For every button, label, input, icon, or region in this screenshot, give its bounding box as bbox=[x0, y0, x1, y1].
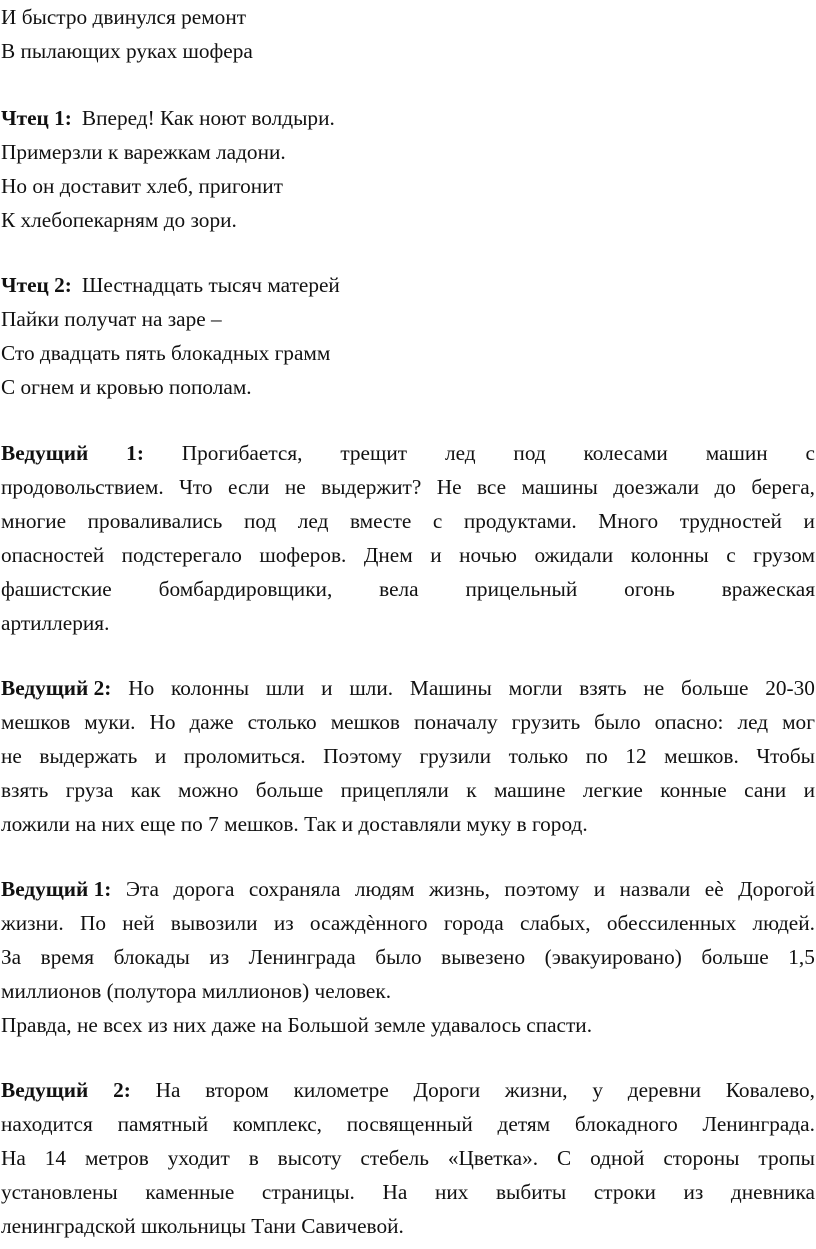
word: мешков. bbox=[664, 744, 739, 768]
word: Чтобы bbox=[756, 744, 815, 768]
paragraph-line: артиллерия. bbox=[1, 611, 110, 635]
word: бомбардировщики, bbox=[158, 577, 333, 601]
word: каменные bbox=[145, 1180, 235, 1204]
word: «Цветка». bbox=[447, 1146, 539, 1170]
word: Но bbox=[128, 676, 155, 700]
word: было bbox=[594, 710, 641, 734]
word: не bbox=[1, 744, 22, 768]
word: колесами bbox=[583, 441, 668, 465]
paragraph-line bbox=[1, 671, 815, 705]
word: ней bbox=[122, 911, 155, 935]
word: грузить bbox=[511, 710, 581, 734]
word: выбиты bbox=[496, 1180, 567, 1204]
word: шли bbox=[265, 676, 305, 700]
paragraph-line bbox=[1, 1175, 815, 1209]
word: время bbox=[40, 945, 95, 969]
paragraph-line: ложили на них еще по 7 мешков. Так и доставляли муку в город. bbox=[1, 812, 588, 836]
poem-line: И быстро двинулся ремонт bbox=[1, 5, 247, 29]
word: них bbox=[434, 1180, 469, 1204]
word: Но bbox=[149, 710, 176, 734]
word: трудностей bbox=[679, 509, 782, 533]
word: находится bbox=[1, 1112, 93, 1136]
word: столько bbox=[247, 710, 317, 734]
word: города bbox=[443, 911, 504, 935]
word: С bbox=[556, 1146, 572, 1170]
poem-line bbox=[1, 101, 815, 135]
word: мешков bbox=[330, 710, 400, 734]
word: к bbox=[466, 778, 477, 802]
paragraph-line bbox=[1, 470, 815, 504]
word: и bbox=[154, 744, 167, 768]
word: За bbox=[1, 945, 22, 969]
poem-line: В пылающих руках шофера bbox=[1, 39, 253, 63]
word: берега, bbox=[751, 475, 815, 499]
word: Много bbox=[598, 509, 659, 533]
word: из bbox=[683, 1180, 704, 1204]
word: муки. bbox=[84, 710, 136, 734]
word: еѐ bbox=[704, 877, 724, 901]
word: не bbox=[643, 676, 665, 700]
paragraph-line bbox=[1, 906, 815, 940]
word: Эта bbox=[125, 877, 159, 901]
paragraph-line bbox=[1, 773, 815, 807]
poem-line: С огнем и кровью пополам. bbox=[1, 375, 252, 399]
word: не bbox=[284, 475, 306, 499]
word: ожидали bbox=[534, 543, 614, 567]
word: поэтому bbox=[504, 877, 580, 901]
word: уходит bbox=[167, 1146, 230, 1170]
word: грузили bbox=[419, 744, 492, 768]
word: как bbox=[130, 778, 161, 802]
paragraph-line bbox=[1, 1073, 815, 1107]
word: страницы. bbox=[261, 1180, 355, 1204]
word: с bbox=[805, 441, 815, 465]
word: вывезено bbox=[441, 945, 526, 969]
word: и bbox=[321, 676, 333, 700]
word: продовольствием. bbox=[1, 475, 164, 499]
word: 12 bbox=[625, 744, 647, 768]
paragraph-line bbox=[1, 1107, 815, 1141]
word: фашистские bbox=[1, 577, 112, 601]
word: колонны bbox=[171, 676, 250, 700]
word: жизни, bbox=[504, 1078, 568, 1102]
word: груза bbox=[65, 778, 114, 802]
word: одной bbox=[590, 1146, 645, 1170]
word: и bbox=[803, 778, 815, 802]
word: ночью bbox=[459, 543, 517, 567]
word: Дорогой bbox=[738, 877, 815, 901]
word: дневника bbox=[730, 1180, 815, 1204]
word: километре bbox=[293, 1078, 389, 1102]
poem-line bbox=[1, 268, 815, 302]
word: деревни bbox=[627, 1078, 702, 1102]
paragraph-line bbox=[1, 436, 815, 470]
word: больше bbox=[681, 676, 749, 700]
poem-text: Вперед! Как ноют волдыри. bbox=[81, 106, 335, 130]
poem-line: Примерзли к варежкам ладони. bbox=[1, 140, 286, 164]
word: людей. bbox=[752, 911, 815, 935]
word: Поэтому bbox=[323, 744, 402, 768]
speaker-label: Ведущий 1: bbox=[1, 877, 112, 901]
speaker-label: 1: bbox=[126, 441, 144, 465]
word: под bbox=[243, 509, 277, 533]
speaker-label: Ведущий bbox=[1, 1078, 89, 1102]
word: слабых, bbox=[519, 911, 591, 935]
word: осаждѐнного bbox=[309, 911, 428, 935]
word: с bbox=[726, 543, 736, 567]
poem-line: Пайки получат на заре – bbox=[1, 307, 222, 331]
word: у bbox=[592, 1078, 603, 1102]
word: Машины bbox=[409, 676, 492, 700]
word: было bbox=[375, 945, 422, 969]
word: и bbox=[430, 543, 442, 567]
word: трещит bbox=[340, 441, 408, 465]
word: взять bbox=[1, 778, 49, 802]
word: в bbox=[248, 1146, 259, 1170]
word: прицельный bbox=[465, 577, 578, 601]
word: лед bbox=[737, 710, 769, 734]
word: блокадного bbox=[574, 1112, 678, 1136]
word: и bbox=[593, 877, 606, 901]
word: выдержать bbox=[39, 744, 138, 768]
word: вместе bbox=[349, 509, 412, 533]
word: грузом bbox=[753, 543, 815, 567]
word: жизни. bbox=[1, 911, 64, 935]
word: сани bbox=[744, 778, 787, 802]
paragraph-line bbox=[1, 940, 815, 974]
word: до bbox=[714, 475, 736, 499]
paragraph-line: миллионов (полутора миллионов) человек. bbox=[1, 979, 392, 1003]
word: вывозили bbox=[170, 911, 258, 935]
paragraph-line: Правда, не всех из них даже на Большой земле удавалось спасти. bbox=[1, 1013, 593, 1037]
word: шоферов. bbox=[259, 543, 347, 567]
word: вражеская bbox=[721, 577, 815, 601]
word: могли bbox=[508, 676, 563, 700]
word: все bbox=[476, 475, 507, 499]
word: проломиться. bbox=[183, 744, 306, 768]
word: Ленинграда bbox=[248, 945, 356, 969]
word: памятный bbox=[117, 1112, 209, 1136]
word: стебель bbox=[360, 1146, 429, 1170]
word: шли. bbox=[349, 676, 394, 700]
word: огонь bbox=[624, 577, 675, 601]
word: стороны bbox=[663, 1146, 740, 1170]
speaker-label: Чтец 1: bbox=[1, 106, 72, 130]
speaker-label: 2: bbox=[113, 1078, 131, 1102]
poem-line: К хлебопекарням до зори. bbox=[1, 208, 237, 232]
word: опасно: bbox=[654, 710, 724, 734]
word: больше bbox=[701, 945, 769, 969]
speaker-label: Ведущий bbox=[1, 441, 89, 465]
word: подстерегало bbox=[121, 543, 242, 567]
word: тропы bbox=[758, 1146, 815, 1170]
word: сохраняла bbox=[248, 877, 341, 901]
word: по bbox=[585, 744, 608, 768]
word: машине bbox=[493, 778, 566, 802]
word: детям bbox=[497, 1112, 551, 1136]
word: доезжали bbox=[613, 475, 700, 499]
word: блокады bbox=[113, 945, 190, 969]
paragraph-line bbox=[1, 504, 815, 538]
speaker-label: Ведущий 2: bbox=[1, 676, 112, 700]
word: 20-30 bbox=[765, 676, 815, 700]
word: дорога bbox=[173, 877, 235, 901]
word: людям bbox=[354, 877, 415, 901]
word: Ковалево, bbox=[725, 1078, 815, 1102]
word: колонны bbox=[630, 543, 709, 567]
word: многие bbox=[1, 509, 67, 533]
paragraph-line bbox=[1, 1141, 815, 1175]
word: с bbox=[432, 509, 443, 533]
word: установлены bbox=[1, 1180, 118, 1204]
word: проваливались bbox=[87, 509, 223, 533]
word: вела bbox=[379, 577, 419, 601]
word: машин bbox=[705, 441, 768, 465]
paragraph-line: ленинградской школьницы Тани Савичевой. bbox=[1, 1214, 404, 1238]
word: прицепляли bbox=[340, 778, 449, 802]
word: строки bbox=[593, 1180, 656, 1204]
word: обессиленных bbox=[606, 911, 737, 935]
poem-text: Шестнадцать тысяч матерей bbox=[81, 273, 340, 297]
paragraph-line bbox=[1, 538, 815, 572]
poem-line: Сто двадцать пять блокадных грамм bbox=[1, 341, 331, 365]
word: высоту bbox=[277, 1146, 342, 1170]
speaker-label: Чтец 2: bbox=[1, 273, 72, 297]
word: метров bbox=[84, 1146, 149, 1170]
word: Днем bbox=[363, 543, 413, 567]
word: можно bbox=[178, 778, 239, 802]
word: 1,5 bbox=[788, 945, 815, 969]
word: под bbox=[513, 441, 546, 465]
word: 14 bbox=[44, 1146, 67, 1170]
word: На bbox=[382, 1180, 408, 1204]
paragraph-line bbox=[1, 572, 815, 606]
word: назвали bbox=[619, 877, 691, 901]
word: На bbox=[1, 1146, 26, 1170]
word: даже bbox=[189, 710, 234, 734]
word: продуктами. bbox=[463, 509, 577, 533]
word: конные bbox=[660, 778, 727, 802]
paragraph-line bbox=[1, 739, 815, 773]
word: из bbox=[209, 945, 230, 969]
word: поначалу bbox=[413, 710, 498, 734]
word: и bbox=[803, 509, 815, 533]
word: посвященный bbox=[346, 1112, 473, 1136]
word: Не bbox=[436, 475, 462, 499]
word: лед bbox=[444, 441, 476, 465]
paragraph-line bbox=[1, 705, 815, 739]
word: По bbox=[79, 911, 106, 935]
word: Ленинграда. bbox=[702, 1112, 815, 1136]
word: взять bbox=[579, 676, 627, 700]
word: только bbox=[508, 744, 569, 768]
word: Дороги bbox=[413, 1078, 481, 1102]
word: жизнь, bbox=[428, 877, 490, 901]
word: втором bbox=[205, 1078, 269, 1102]
word: выдержит? bbox=[321, 475, 422, 499]
word: машины bbox=[521, 475, 598, 499]
word: если bbox=[227, 475, 270, 499]
word: комплекс, bbox=[232, 1112, 322, 1136]
word: легкие bbox=[582, 778, 643, 802]
word: мешков bbox=[1, 710, 71, 734]
word: Что bbox=[179, 475, 213, 499]
word: опасностей bbox=[1, 543, 105, 567]
word: мог bbox=[782, 710, 815, 734]
paragraph-line bbox=[1, 872, 815, 906]
word: (эвакуировано) bbox=[544, 945, 682, 969]
poem-line: Но он доставит хлеб, пригонит bbox=[1, 174, 283, 198]
word: Прогибается, bbox=[181, 441, 303, 465]
word: из bbox=[273, 911, 294, 935]
word: больше bbox=[255, 778, 324, 802]
word: На bbox=[155, 1078, 181, 1102]
word: лед bbox=[297, 509, 329, 533]
